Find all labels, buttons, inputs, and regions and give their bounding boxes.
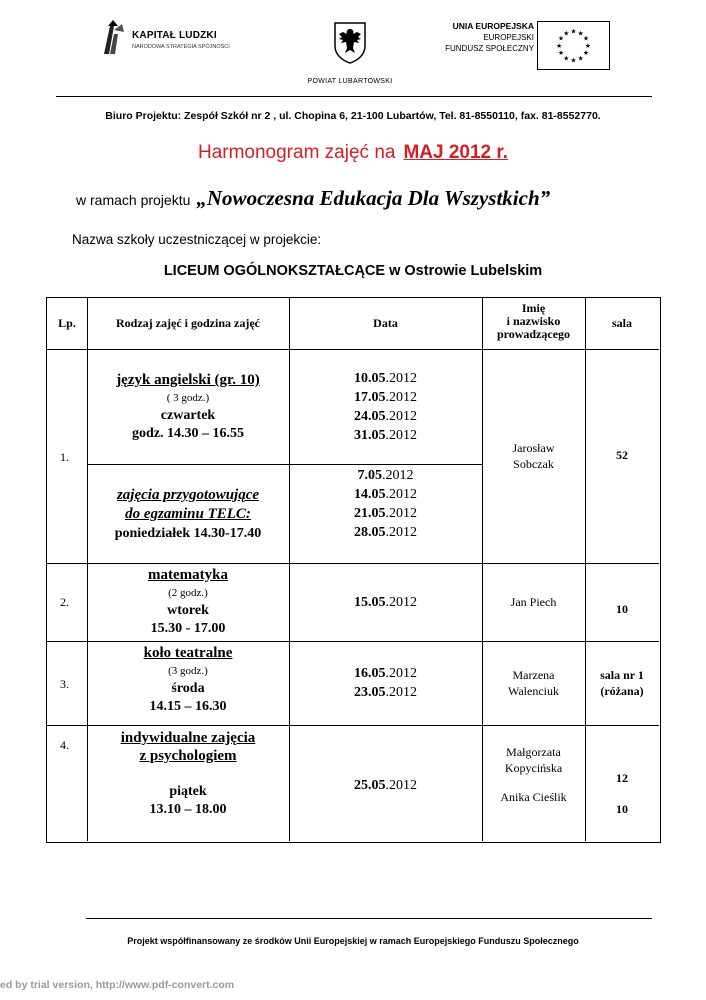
row-3-room-l2: (różana): [600, 684, 644, 698]
svg-text:★: ★: [570, 56, 577, 65]
project-line: [76, 186, 550, 211]
kapital-ludzki-subtitle: NARODOWA STRATEGIA SPÓJNOŚCI: [132, 44, 230, 50]
svg-text:★: ★: [582, 49, 589, 58]
row-divider: [47, 641, 659, 642]
row-3-dates: [289, 664, 482, 702]
header-teacher-l2: i nazwisko: [506, 314, 561, 328]
ue-line-3: FUNDUSZ SPOŁECZNY: [445, 44, 534, 53]
svg-text:★: ★: [563, 54, 570, 63]
row-2-lp: 2.: [60, 595, 69, 609]
powiat-crest-icon: [334, 22, 366, 64]
row-1a-name: język angielski (gr. 10): [116, 372, 260, 388]
row-1a-dates: [289, 369, 482, 445]
watermark-text: ed by trial version, http://www.pdf-convert.com: [0, 979, 235, 991]
row-3-name: koło teatralne: [143, 645, 233, 661]
ue-line-2: EUROPEJSKI: [483, 33, 534, 42]
title-text: Harmonogram zajęć na: [197, 142, 396, 163]
row-3-room-l1: sala nr 1: [600, 668, 644, 682]
row-2-day: wtorek: [167, 603, 209, 618]
project-prefix: w ramach projektu: [76, 192, 191, 208]
row-4-room2: 10: [616, 802, 628, 816]
title-month: MAJ 2012 r.: [403, 142, 509, 163]
ue-logo: [430, 21, 610, 71]
row-4-teacher-spacer: [482, 776, 585, 789]
row-divider: [47, 563, 659, 564]
school-name: LICEUM OGÓLNOKSZTAŁCĄCE w Ostrowie Lubelskim: [163, 263, 543, 279]
row-4-lp: 4.: [60, 738, 69, 752]
row-1-teacher: [482, 440, 585, 472]
row-1-room: 52: [616, 448, 628, 462]
row-3-activity: [87, 644, 289, 716]
footer-text: Projekt współfinansowany ze środków Unii Europejskiej w ramach Europejskiego Funduszu Społecznego: [127, 936, 579, 946]
row-4-activity: [87, 729, 289, 819]
row-3-teacher-l1: Marzena: [512, 668, 555, 682]
row-4-teacher1-l1: Małgorzata: [506, 745, 561, 759]
row-2-room: 10: [616, 602, 628, 616]
row-1b-name-l1: zajęcia przygotowujące: [116, 487, 260, 503]
header-type: Rodzaj zajęć i godzina zajęć: [116, 316, 260, 330]
row-divider: [47, 349, 659, 350]
row-2-teacher: Jan Piech: [510, 595, 557, 609]
date-item: 10.05.2012: [354, 371, 417, 386]
date-item: 25.05.2012: [354, 778, 417, 793]
row-2-time: 15.30 - 17.00: [150, 621, 226, 636]
svg-text:★: ★: [570, 27, 577, 36]
eu-flag-icon: [537, 21, 610, 70]
row-1a-activity: [87, 371, 289, 443]
row-divider: [47, 725, 659, 726]
row-1-teacher-l1: Jarosław: [512, 441, 555, 455]
row-1-teacher-l2: Sobczak: [513, 457, 554, 471]
col-divider: [585, 298, 586, 841]
row-4-room1: 12: [616, 771, 628, 785]
date-item: 21.05.2012: [354, 506, 417, 521]
date-item: 7.05.2012: [357, 468, 414, 483]
row-1a-day: czwartek: [160, 408, 216, 423]
row-2-name: matematyka: [148, 567, 228, 583]
svg-text:★: ★: [558, 34, 565, 43]
svg-text:★: ★: [556, 41, 563, 50]
date-item: 24.05.2012: [354, 409, 417, 424]
header-lp: Lp.: [58, 316, 76, 330]
date-item: 28.05.2012: [354, 525, 417, 540]
header-teacher-l3: prowadzącego: [496, 327, 571, 341]
date-item: 17.05.2012: [354, 390, 417, 405]
row-3-teacher: [482, 667, 585, 699]
project-office-address: Biuro Projektu: Zespół Szkół nr 2 , ul. Chopina 6, 21-100 Lubartów, Tel. 81-8550110, fax. 81-8552770.: [105, 110, 601, 122]
header-teacher-l1: Imię: [521, 301, 546, 315]
kapital-ludzki-title: KAPITAŁ LUDZKI: [132, 30, 217, 41]
kapital-ludzki-logo: [100, 18, 235, 62]
svg-text:★: ★: [584, 41, 591, 50]
row-1-lp: 1.: [60, 450, 69, 464]
row-4-teacher2: Anika Cieślik: [500, 790, 567, 804]
row-2-dates: [289, 593, 482, 612]
row-1a-time: godz. 14.30 – 16.55: [132, 426, 244, 441]
powiat-name: POWIAT LUBARTOWSKI: [307, 78, 393, 85]
svg-text:★: ★: [582, 34, 589, 43]
row-4-day: piątek: [169, 784, 207, 799]
svg-text:★: ★: [577, 29, 584, 38]
row-2-hours: (2 godz.): [168, 587, 208, 599]
header-divider: [56, 96, 652, 97]
page-title: [0, 142, 706, 164]
row-1a-hours: ( 3 godz.): [166, 392, 210, 404]
row-1b-activity: [87, 486, 289, 543]
kapital-ludzki-emblem-icon: [100, 20, 126, 54]
ue-line-1: UNIA EUROPEJSKA: [452, 21, 534, 31]
powiat-logo: [300, 22, 400, 92]
header-room: sala: [611, 316, 632, 330]
row-4-spacer: [87, 765, 289, 783]
svg-text:★: ★: [563, 29, 570, 38]
row-1b-day-time: poniedziałek 14.30-17.40: [114, 526, 262, 541]
row-1b-dates: [289, 466, 482, 542]
row-2-activity: [87, 566, 289, 638]
date-item: 14.05.2012: [354, 487, 417, 502]
row-4-name-l1: indywidualne zajęcia: [120, 730, 256, 746]
row-3-time: 14.15 – 16.30: [149, 699, 227, 714]
row-3-room: [585, 667, 659, 699]
row-4-name-l2: z psychologiem: [139, 748, 237, 764]
row-4-teacher: [482, 744, 585, 805]
ue-text: [445, 21, 534, 54]
row-3-hours: (3 godz.): [168, 665, 208, 677]
date-item: 31.05.2012: [354, 428, 417, 443]
svg-text:★: ★: [577, 54, 584, 63]
row-3-lp: 3.: [60, 677, 69, 691]
row-4-room: [585, 763, 659, 825]
date-item: 16.05.2012: [354, 666, 417, 681]
row-3-day: środa: [171, 681, 205, 696]
row-1b-name-l2: do egzaminu TELC:: [125, 506, 251, 522]
header-date: Data: [373, 316, 398, 330]
header-teacher: [482, 302, 585, 341]
school-label: Nazwa szkoły uczestniczącej w projekcie:: [72, 232, 322, 247]
row-4-teacher1-l2: Kopycińska: [504, 761, 563, 775]
row-divider: [87, 464, 483, 465]
row-4-time: 13.10 – 18.00: [149, 802, 227, 817]
row-4-dates: [289, 776, 482, 795]
date-item: 15.05.2012: [354, 595, 417, 610]
svg-text:★: ★: [558, 49, 565, 58]
schedule-table: [46, 297, 661, 843]
project-name: „Nowoczesna Edukacja Dla Wszystkich”: [196, 186, 551, 210]
row-3-teacher-l2: Walenciuk: [507, 684, 559, 698]
footer-divider: [86, 918, 652, 919]
date-item: 23.05.2012: [354, 685, 417, 700]
